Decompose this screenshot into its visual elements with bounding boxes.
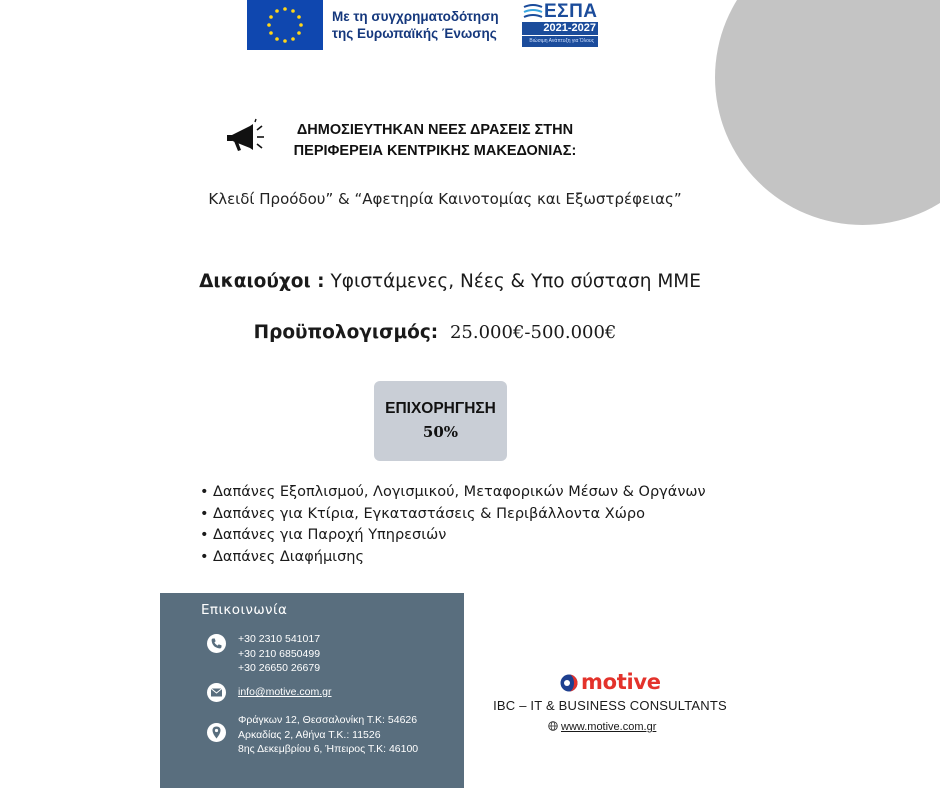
budget-line: [160, 322, 710, 343]
grant-box: [374, 381, 507, 461]
grant-label: ΕΠΙΧΟΡΗΓΗΣΗ: [385, 400, 496, 417]
phone-icon: [207, 634, 226, 653]
espa-logo: [522, 1, 600, 49]
beneficiaries-label: Δικαιούχοι :: [199, 271, 325, 292]
expense-text: Δαπάνες Διαφήμισης: [213, 548, 364, 565]
programs-subtitle: Κλειδί Προόδου” & “Αφετηρία Καινοτομίας και Εξωστρέφειας”: [208, 190, 682, 208]
grant-value: 50%: [422, 423, 459, 441]
expense-text: Δαπάνες Εξοπλισμού, Λογισμικού, Μεταφορικών Μέσων & Οργάνων: [213, 484, 706, 500]
phone-number[interactable]: +30 210 6850499: [238, 647, 321, 660]
headline-line2: ΠΕΡΙΦΕΡΕΙΑ ΚΕΝΤΡΙΚΗΣ ΜΑΚΕΔΟΝΙΑΣ:: [293, 143, 577, 159]
budget-label: Προϋπολογισμός:: [253, 322, 439, 343]
location-pin-icon: [207, 723, 226, 742]
company-tagline: IBC – IT & BUSINESS CONSULTANTS: [493, 698, 727, 713]
eu-flag-icon: [247, 0, 323, 50]
list-item: • Δαπάνες Εξοπλισμού, Λογισμικού, Μεταφορικών Μέσων & Οργάνων: [200, 484, 706, 500]
eu-text-line1: Με τη συγχρηματοδότηση: [332, 9, 499, 24]
espa-title: ΕΣΠΑ: [544, 1, 598, 22]
beneficiaries-value: Υφιστάμενες, Νέες & Υπο σύσταση ΜΜΕ: [330, 271, 701, 292]
beneficiaries-line: [160, 271, 740, 292]
address-line: 8ης Δεκεμβρίου 6, Ήπειρος Τ.Κ: 46100: [238, 743, 419, 755]
globe-icon: [548, 721, 558, 731]
list-item: • Δαπάνες για Κτίρια, Εγκαταστάσεις & Περιβάλλοντα Χώρο: [200, 505, 645, 522]
decorative-circle: [715, 0, 940, 225]
website-link[interactable]: www.motive.com.gr: [561, 721, 657, 733]
contact-panel: [160, 593, 464, 788]
espa-waves-icon: [522, 4, 544, 22]
expense-text: Δαπάνες για Κτίρια, Εγκαταστάσεις & Περιβάλλοντα Χώρο: [213, 505, 645, 522]
contact-title: Επικοινωνία: [201, 602, 288, 618]
megaphone-icon: [226, 118, 266, 158]
eu-text-line2: της Ευρωπαϊκής Ένωσης: [332, 26, 497, 41]
company-name: motive: [581, 670, 661, 694]
website-line: [548, 721, 656, 733]
announcement-headline: [270, 120, 600, 162]
expense-text: Δαπάνες για Παροχή Υπηρεσιών: [213, 527, 447, 543]
headline-line1: ΔΗΜΟΣΙΕΥΤΗΚΑΝ ΝΕΕΣ ΔΡΑΣΕΙΣ ΣΤΗΝ: [296, 122, 574, 138]
address-line: Αρκαδίας 2, Αθήνα Τ.Κ.: 11526: [238, 728, 381, 741]
phone-numbers: [238, 632, 320, 676]
list-item: • Δαπάνες Διαφήμισης: [200, 548, 364, 565]
email-link[interactable]: info@motive.com.gr: [238, 686, 332, 698]
list-item: • Δαπάνες για Παροχή Υπηρεσιών: [200, 527, 447, 543]
phone-number[interactable]: +30 2310 541017: [238, 633, 321, 645]
address-line: Φράγκων 12, Θεσσαλονίκη Τ.Κ: 54626: [238, 714, 418, 726]
motive-logo-icon: [560, 674, 578, 692]
eu-cofunding-text: [332, 8, 499, 42]
mail-icon: [207, 683, 226, 702]
budget-value: 25.000€-500.000€: [449, 322, 617, 343]
phone-number[interactable]: +30 26650 26679: [238, 662, 321, 674]
espa-years: 2021-2027: [522, 22, 598, 35]
espa-tagline: Βιώσιμη Ανάπτυξη για Όλους: [522, 36, 598, 47]
addresses: [238, 713, 418, 757]
expenses-list: [200, 482, 706, 568]
email-block: [238, 685, 332, 700]
